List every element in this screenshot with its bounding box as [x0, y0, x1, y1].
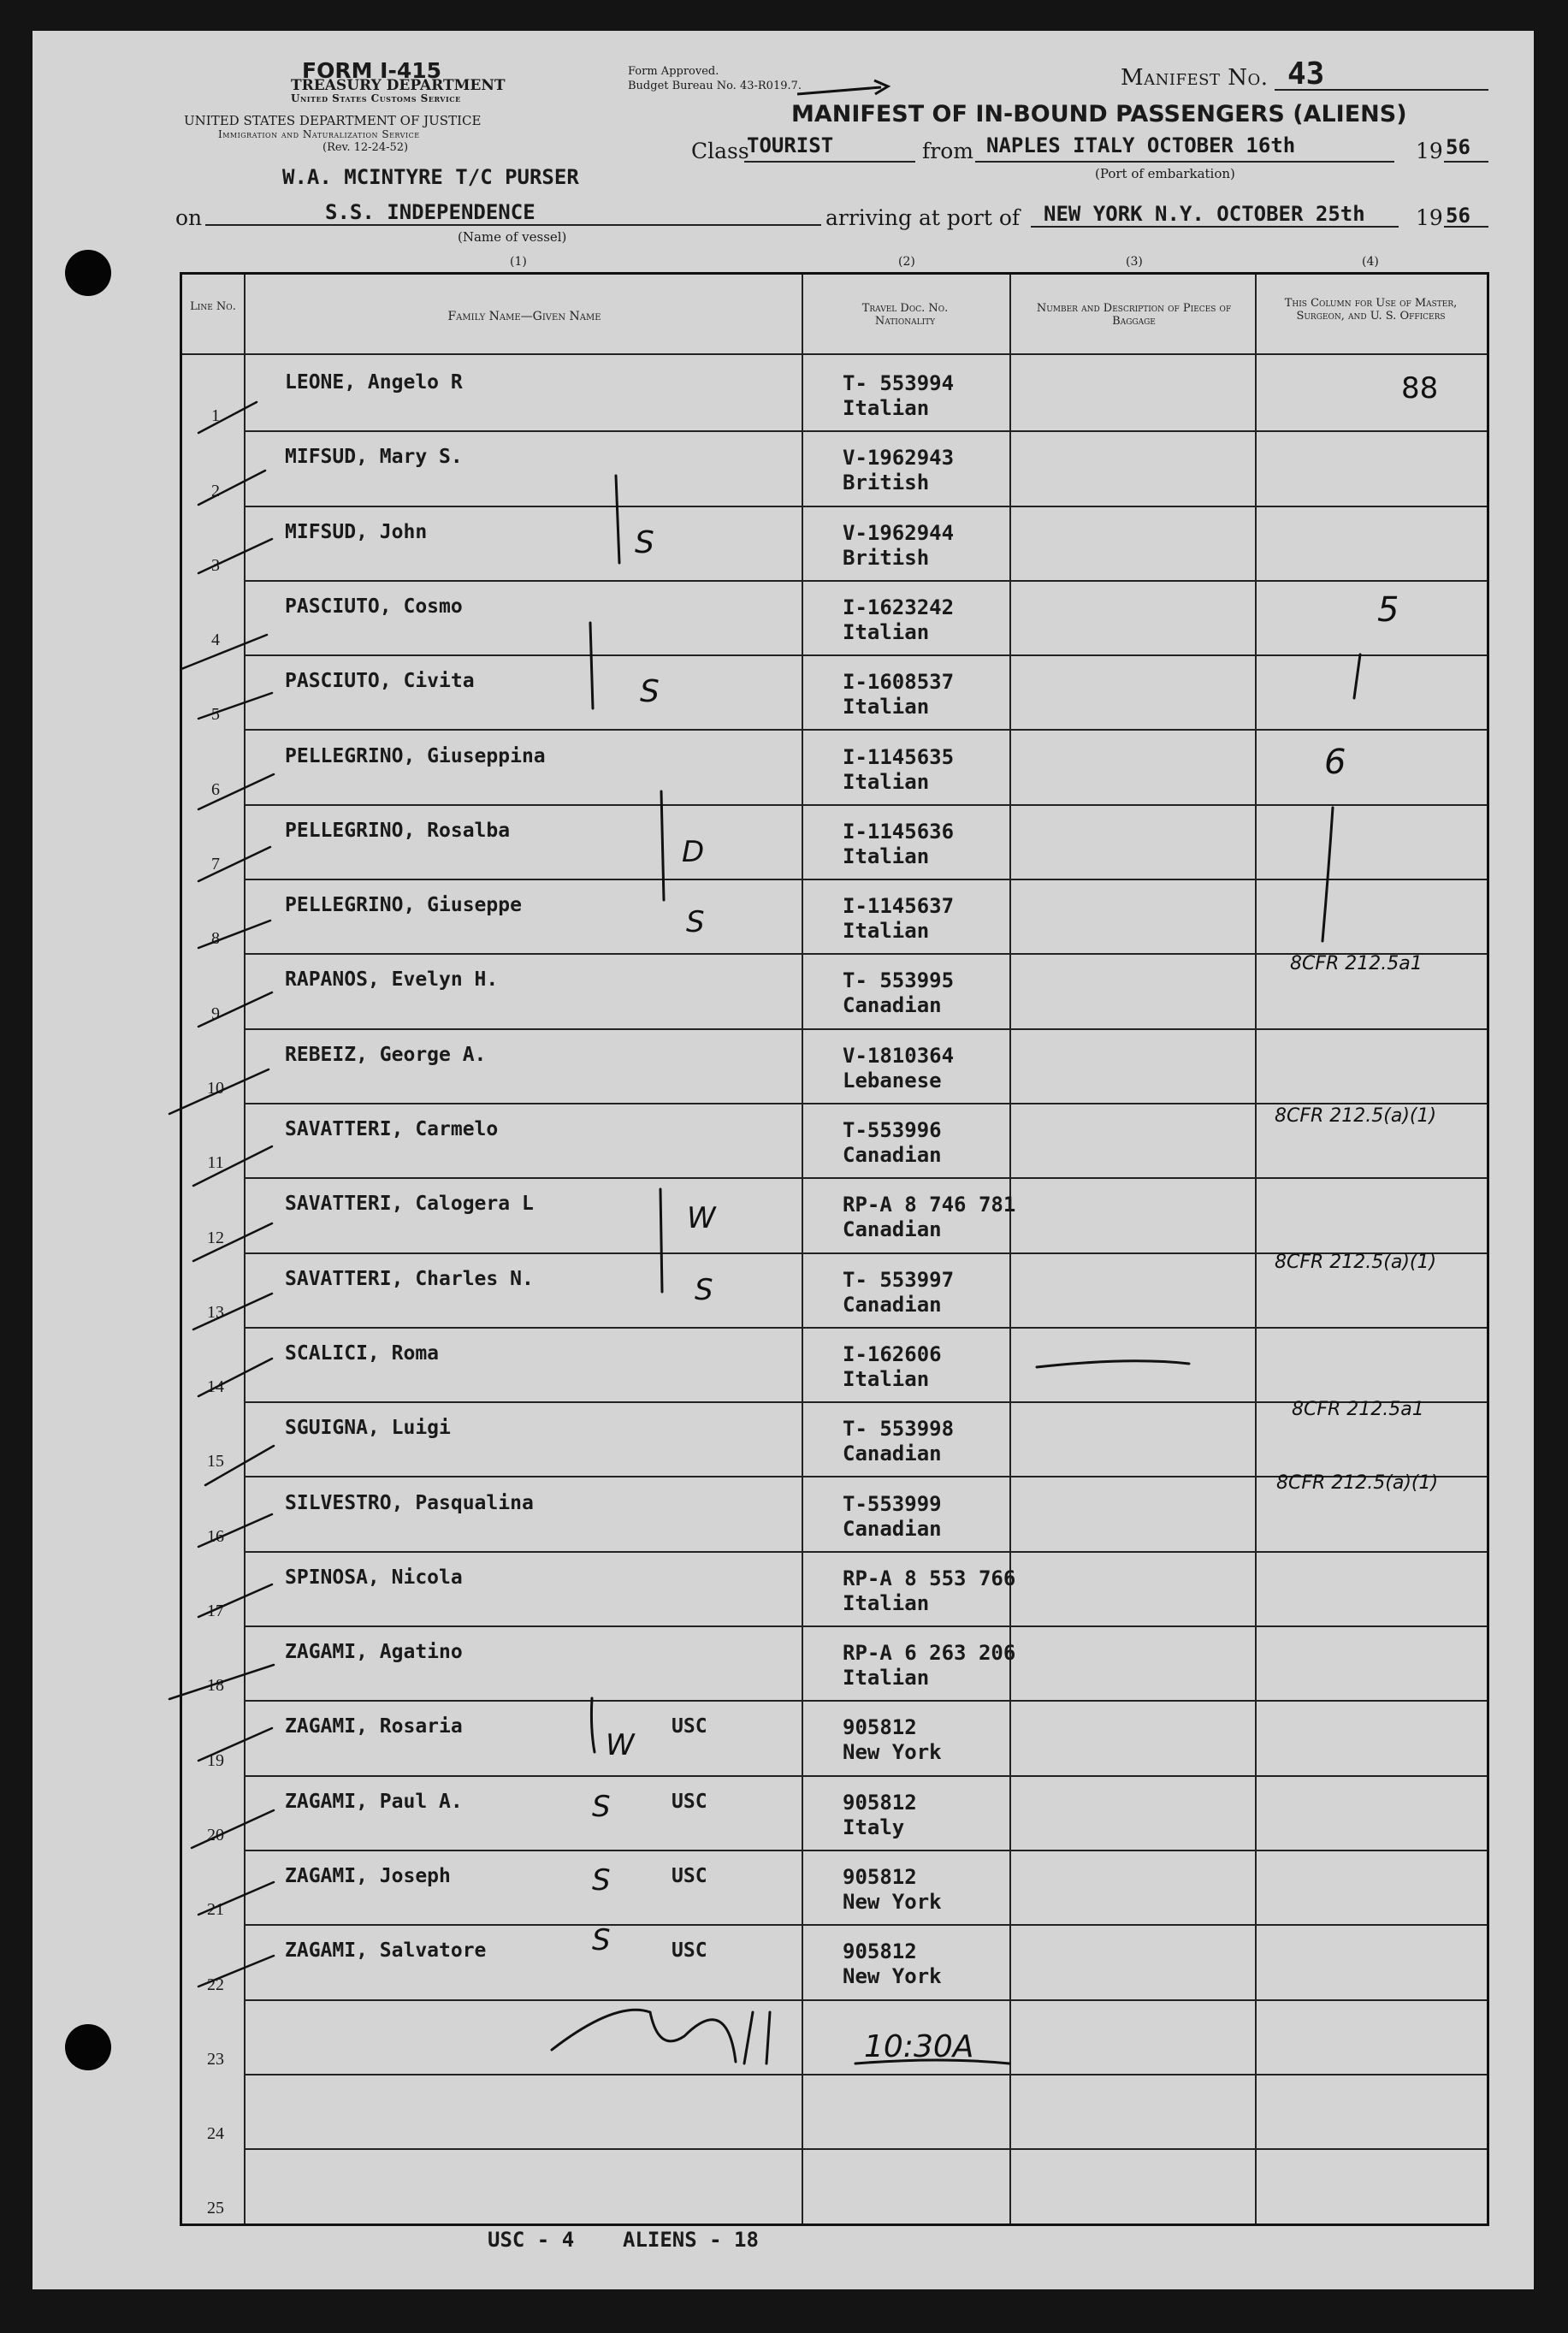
nationality: New York — [843, 1964, 942, 1989]
arrival-year-value: 56 — [1446, 204, 1470, 228]
travel-doc-number: 905812 — [843, 1715, 917, 1740]
passenger-name: SCALICI, Roma — [285, 1341, 440, 1365]
treasury-dept: TREASURY DEPARTMENT — [291, 77, 506, 94]
line-number: 22 — [207, 1975, 224, 1994]
year-prefix: 19 — [1416, 139, 1443, 163]
line-number: 20 — [207, 1825, 224, 1844]
passenger-name: LEONE, Angelo R — [285, 371, 463, 394]
usc-total: USC - 4 — [488, 2228, 575, 2252]
line-number: 4 — [211, 631, 220, 650]
passenger-name: RAPANOS, Evelyn H. — [285, 968, 499, 992]
line-number: 23 — [207, 2049, 224, 2069]
travel-doc-number: T- 553994 — [843, 371, 955, 395]
passenger-name: PASCIUTO, Civita — [285, 670, 475, 693]
master-line: W.A. MCINTYRE T/C PURSER — [282, 165, 579, 189]
year-value: 56 — [1446, 135, 1470, 159]
travel-doc-number: I-162606 — [843, 1341, 942, 1366]
ins-label: Immigration and Naturalization Service — [218, 128, 420, 140]
travel-doc-number: I-1145637 — [843, 894, 955, 919]
nationality: Canadian — [843, 1143, 942, 1167]
usc-marker: USC — [672, 1790, 707, 1813]
revision-label: (Rev. 12-24-52) — [322, 141, 409, 154]
arriving-label: arriving at port of — [825, 205, 1021, 230]
travel-doc-number: V-1962943 — [843, 446, 955, 471]
from-label: from — [922, 139, 973, 163]
nationality: Italian — [843, 769, 930, 794]
nationality: Italian — [843, 1666, 930, 1691]
nationality: Italian — [843, 919, 930, 944]
nationality: Italian — [843, 1590, 930, 1615]
passenger-name: SAVATTERI, Carmelo — [285, 1118, 499, 1140]
passenger-name: ZAGAMI, Salvatore — [285, 1939, 487, 1963]
aliens-total: ALIENS - 18 — [623, 2228, 759, 2252]
travel-doc-number: T- 553995 — [843, 968, 955, 993]
usc-marker: USC — [672, 1715, 707, 1738]
col2-number: (2) — [898, 255, 915, 269]
arrival-year-prefix: 19 — [1416, 205, 1443, 230]
header-officers: This Column for Use of Master, Surgeon, and U. S. Officers — [1284, 297, 1458, 323]
header-travel-doc: Travel Doc. No. Nationality — [861, 302, 949, 328]
usc-marker: USC — [672, 1865, 707, 1887]
passenger-name: MIFSUD, Mary S. — [285, 446, 463, 469]
relation-mark-7: D — [682, 835, 705, 869]
nationality: Canadian — [843, 993, 942, 1018]
class-label: Class — [691, 139, 749, 163]
cfr-note-15: 8CFR 212.5a1 — [1292, 1399, 1424, 1420]
travel-doc-number: V-1962944 — [843, 520, 955, 545]
line-number: 17 — [207, 1602, 224, 1621]
nationality: Lebanese — [843, 1068, 942, 1092]
relation-mark-21: S — [592, 1863, 611, 1898]
travel-doc-number: T-553996 — [843, 1118, 942, 1142]
line-number: 11 — [207, 1153, 224, 1173]
line-number: 12 — [207, 1228, 224, 1247]
passenger-name: ZAGAMI, Agatino — [285, 1641, 463, 1664]
nationality: British — [843, 471, 930, 495]
line-number: 19 — [207, 1750, 224, 1770]
cfr-note-16: 8CFR 212.5(a)(1) — [1276, 1472, 1439, 1494]
header-line-no: Line No. — [190, 300, 236, 313]
line-number: 6 — [211, 779, 220, 799]
relation-mark-22: S — [592, 1923, 611, 1957]
line-number: 21 — [207, 1900, 224, 1920]
nationality: Italian — [843, 695, 930, 719]
nationality: New York — [843, 1890, 942, 1914]
travel-doc-number: I-1608537 — [843, 670, 955, 695]
tally-mark-4: 5 — [1377, 590, 1399, 630]
col3-number: (3) — [1126, 255, 1143, 269]
line-number: 7 — [211, 855, 220, 874]
form-number: FORM I-415 — [302, 58, 442, 83]
line-number: 8 — [211, 929, 220, 949]
from-value: NAPLES ITALY OCTOBER 16th — [986, 133, 1296, 157]
passenger-name: PELLEGRINO, Rosalba — [285, 819, 511, 842]
passenger-name: PASCIUTO, Cosmo — [285, 595, 463, 618]
port-embarkation-caption: (Port of embarkation) — [1095, 166, 1235, 181]
line-number: 13 — [207, 1302, 224, 1322]
travel-doc-number: V-1810364 — [843, 1043, 955, 1068]
cfr-note-13: 8CFR 212.5(a)(1) — [1275, 1252, 1437, 1273]
passenger-name: ZAGAMI, Paul A. — [285, 1790, 463, 1813]
manifest-no-label: Manifest No. — [1121, 65, 1269, 91]
nationality: Canadian — [843, 1292, 942, 1317]
passenger-name: ZAGAMI, Joseph — [285, 1865, 451, 1887]
nationality: Italian — [843, 1366, 930, 1391]
line-number: 9 — [211, 1004, 220, 1023]
relation-mark-12: W — [687, 1201, 716, 1235]
nationality: Italian — [843, 619, 930, 644]
nationality: Canadian — [843, 1516, 942, 1541]
nationality: Canadian — [843, 1442, 942, 1466]
header-baggage: Number and Description of Pieces of Baggage — [1036, 302, 1232, 328]
travel-doc-number: RP-A 8 746 781 — [843, 1193, 1016, 1217]
travel-doc-number: RP-A 8 553 766 — [843, 1566, 1016, 1590]
line-number: 10 — [207, 1078, 224, 1098]
travel-doc-number: T-553999 — [843, 1491, 942, 1516]
passenger-name: SGUIGNA, Luigi — [285, 1417, 451, 1440]
on-label: on — [175, 205, 203, 230]
budget-bureau: Budget Bureau No. 43-R019.7. — [628, 80, 802, 92]
passenger-name: SAVATTERI, Charles N. — [285, 1267, 534, 1290]
travel-doc-number: 905812 — [843, 1790, 917, 1815]
passenger-name: SAVATTERI, Calogera L — [285, 1193, 534, 1216]
line-number: 18 — [207, 1676, 224, 1696]
relation-mark-3: S — [635, 525, 654, 560]
nationality: Italian — [843, 396, 930, 420]
nationality: Italian — [843, 844, 930, 868]
travel-doc-number: T- 553997 — [843, 1267, 955, 1292]
passenger-name: REBEIZ, George A. — [285, 1043, 487, 1066]
tally-mark-6: 6 — [1324, 743, 1346, 782]
relation-mark-13: S — [695, 1273, 713, 1307]
line-number: 25 — [207, 2199, 224, 2218]
travel-doc-number: RP-A 6 263 206 — [843, 1641, 1016, 1666]
line-number: 5 — [211, 705, 220, 725]
line-number: 2 — [211, 481, 220, 500]
travel-doc-number: I-1145636 — [843, 819, 955, 844]
line-number: 24 — [207, 2124, 224, 2144]
inspection-stamp: 10:30A — [864, 2029, 974, 2064]
travel-doc-number: 905812 — [843, 1939, 917, 1964]
manifest-no-value: 43 — [1287, 56, 1325, 92]
line-number: 3 — [211, 555, 220, 575]
passenger-name: PELLEGRINO, Giuseppina — [285, 744, 546, 767]
passenger-name: ZAGAMI, Rosaria — [285, 1715, 463, 1738]
relation-mark-5: S — [640, 674, 660, 709]
travel-doc-number: 905812 — [843, 1865, 917, 1889]
officer-count: 88 — [1401, 371, 1439, 406]
cfr-note-9: 8CFR 212.5a1 — [1290, 953, 1423, 974]
nationality: Canadian — [843, 1217, 942, 1242]
nationality: New York — [843, 1740, 942, 1765]
travel-doc-number: I-1145635 — [843, 744, 955, 769]
relation-mark-8: S — [686, 905, 705, 939]
arrival-value: NEW YORK N.Y. OCTOBER 25th — [1044, 202, 1365, 226]
line-number: 1 — [211, 406, 220, 426]
travel-doc-number: T- 553998 — [843, 1417, 955, 1442]
vessel-name: S.S. INDEPENDENCE — [325, 200, 535, 224]
col4-number: (4) — [1362, 255, 1379, 269]
customs-service: United States Customs Service — [291, 92, 461, 104]
passenger-name: SPINOSA, Nicola — [285, 1566, 463, 1589]
passenger-name: SILVESTRO, Pasqualina — [285, 1491, 534, 1514]
passenger-name: MIFSUD, John — [285, 520, 428, 543]
header-name: Family Name—Given Name — [447, 310, 601, 323]
class-value: TOURIST — [747, 133, 834, 157]
justice-dept: UNITED STATES DEPARTMENT OF JUSTICE — [184, 113, 482, 128]
line-number: 14 — [207, 1377, 224, 1397]
manifest-title: MANIFEST OF IN-BOUND PASSENGERS (ALIENS) — [791, 101, 1407, 127]
relation-mark-19: W — [606, 1728, 635, 1762]
line-number: 16 — [207, 1526, 224, 1546]
line-number: 15 — [207, 1452, 224, 1471]
form-approved: Form Approved. — [628, 65, 719, 78]
nationality: Italy — [843, 1815, 905, 1839]
col1-number: (1) — [510, 255, 527, 269]
relation-mark-20: S — [592, 1790, 611, 1824]
nationality: British — [843, 545, 930, 570]
travel-doc-number: I-1623242 — [843, 595, 955, 619]
passenger-name: PELLEGRINO, Giuseppe — [285, 894, 522, 917]
vessel-caption: (Name of vessel) — [458, 229, 567, 245]
cfr-note-11: 8CFR 212.5(a)(1) — [1275, 1105, 1437, 1127]
usc-marker: USC — [672, 1939, 707, 1963]
